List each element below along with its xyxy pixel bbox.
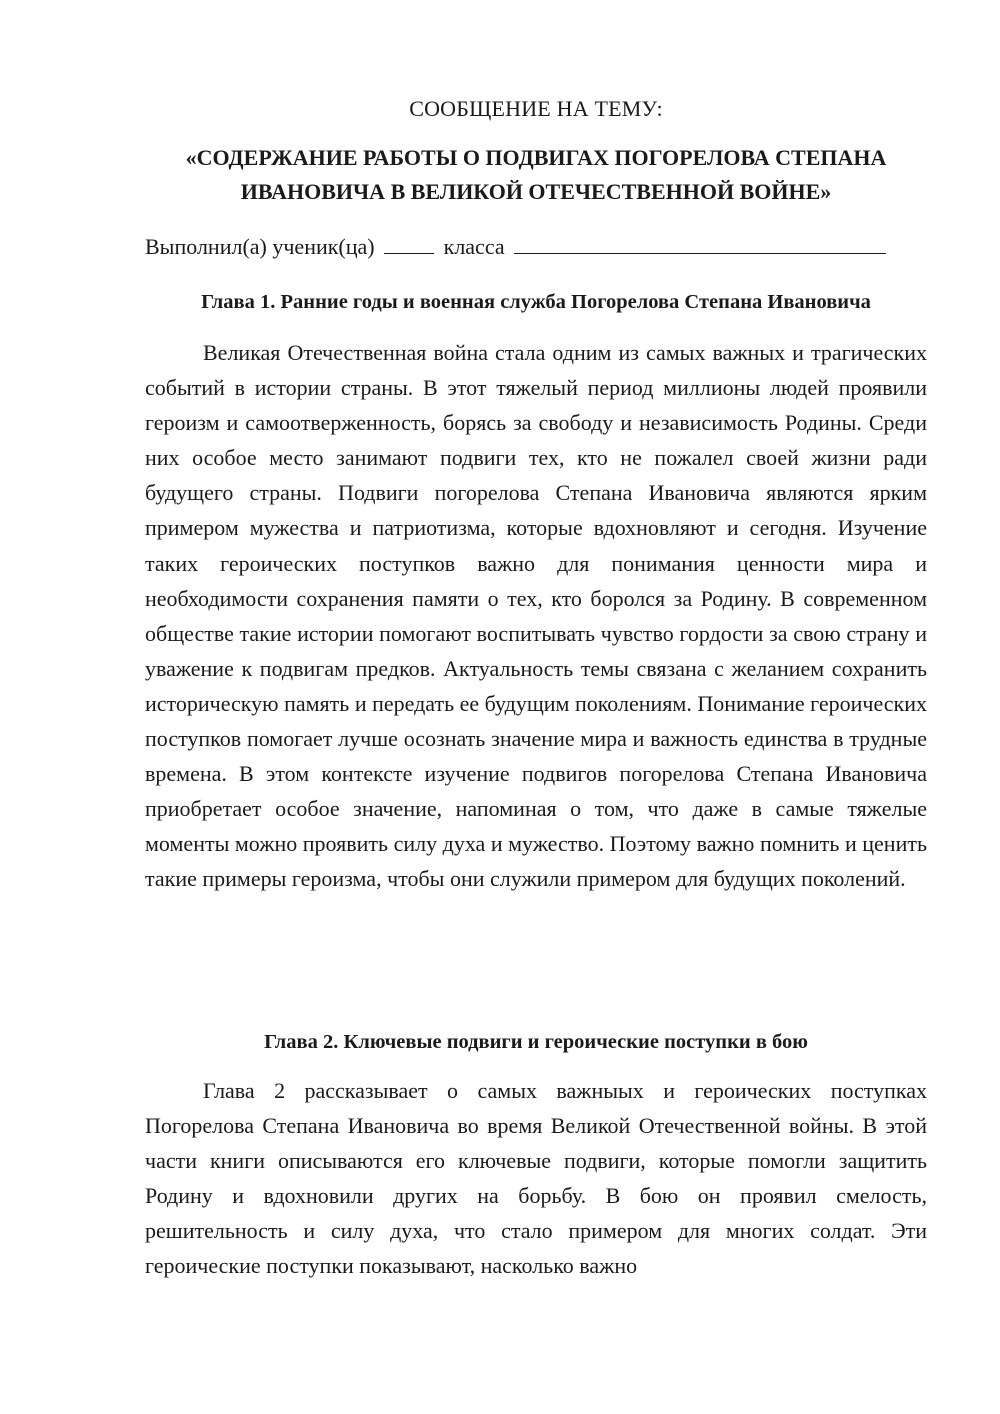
name-blank <box>514 229 886 254</box>
chapter-2-heading: Глава 2. Ключевые подвиги и героические поступки в бою <box>264 1031 808 1053</box>
chapter-1-paragraph: Великая Отечественная война стала одним из самых важных и трагических событий в истории страны. В этот тяжелый период миллионы людей проявили героизм и самоотверженность, борясь за свободу и независимость Родины. Среди них особое место занимают подвиги тех, кто не пожалел своей жизни ради будущего страны. Подвиги погорелова Степана Ивановича являются ярким примером мужества и патриотизма, которые вдохновляют и сегодня. Изучение таких героических поступков важно для понимания ценности мира и необходимости сохранения памяти о тех, кто боролся за Родину. В современном обществе такие истории помогают воспитывать чувство гордости за свою страну и уважение к подвигам предков. Актуальность темы связана с желанием сохранить историческую память и передать ее будущим поколениям. Понимание героических поступков помогает лучше осознать значение мира и важность единства в трудные времена. В этом контексте изучение подвигов погорелова Степана Ивановича приобретает особое значение, напоминая о том, что даже в самые тяжелые моменты можно проявить силу духа и мужество. Поэтому важно помнить и ценить такие примеры героизма, чтобы они служили примером для будущих поколений. <box>145 340 928 892</box>
header-label: СООБЩЕНИЕ НА ТЕМУ: <box>409 96 663 121</box>
chapter-2-paragraph: Глава 2 рассказывает о самых важныых и героических поступках Погорелова Степана Ивановича во время Великой Отечественной войны. В этой части книги описываются его ключевые подвиги, которые помогли защитить Родину и вдохновили других на борьбу. В бою он проявил смелость, решительность и силу духа, что стало примером для многих солдат. Эти героические поступки показывают, насколько важно <box>145 1078 927 1279</box>
chapter-1-heading: Глава 1. Ранние годы и военная служба Погорелова Степана Ивановича <box>201 291 871 313</box>
grade-word: класса <box>443 234 505 259</box>
author-line <box>145 229 927 264</box>
author-prefix: Выполнил(а) ученик(ца) <box>145 234 375 259</box>
grade-blank <box>384 229 434 254</box>
document-title-line-1: «СОДЕРЖАНИЕ РАБОТЫ О ПОДВИГАХ ПОГОРЕЛОВА СТЕПАНА <box>185 145 887 170</box>
document-title-line-2: ИВАНОВИЧА В ВЕЛИКОЙ ОТЕЧЕСТВЕННОЙ ВОЙНЕ» <box>240 179 832 204</box>
document-title <box>145 141 927 209</box>
